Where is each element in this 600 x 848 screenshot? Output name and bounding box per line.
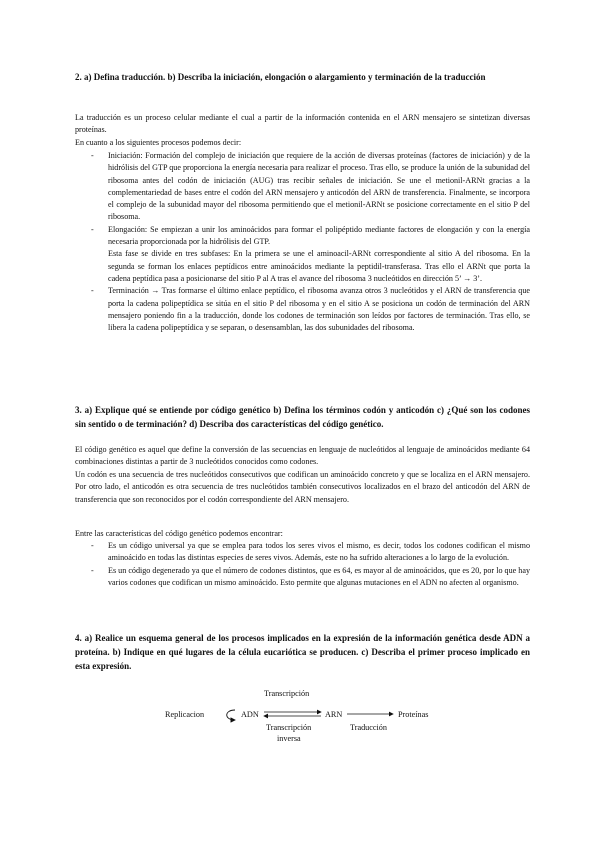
label-proteinas: Proteínas — [398, 710, 429, 719]
q4-heading: 4. a) Realice un esquema general de los procesos implicados en la expresión de la información genética desde ADN a proteína. b) Indique en qué lugares de la célula eucariótica se producen. c) Describa el primer proceso implicado en esta expresión. — [75, 633, 530, 671]
list-item — [75, 285, 530, 334]
list-item — [75, 540, 530, 565]
q3-paragraph-2: Un codón es una secuencia de tres nucleótidos consecutivos que codifican un aminoácido concreto y que se localiza en el ARN mensajero. Por otro lado, el anticodón es otra secuencia de tres nucleótidos también consecutivos localizados en el brazo del anticodón del ARN de transferencia que son reconocidos por el codón correspondiente del ARN mensajero. — [75, 470, 530, 504]
q2-intro: La traducción es un proceso celular mediante el cual a partir de la información contenida en el ARN mensajero se sintetizan diversas proteínas. — [75, 113, 530, 135]
q2-process-list — [75, 150, 530, 334]
list-item — [75, 150, 530, 224]
bullet-dash: - — [91, 151, 94, 160]
q2-lead: En cuanto a los siguientes procesos podemos decir: — [75, 138, 242, 147]
replication-loop-arrow — [227, 710, 235, 720]
elongacion-subfases-text: Esta fase se divide en tres subfases: En la primera se une el aminoacil-ARNt correspondiente al sitio A del ribosoma. En la segunda se forman los enlaces peptídicos entre aminoácidos mediante la peptidil-transferasa. Tras ello el ARNt que porta la cadena peptídica pasa a posicionarse del sitio P al A tras el avance del ribosoma 3 nucleótidos en dirección 5’ → 3’. — [108, 249, 530, 283]
terminacion-text: Terminación → Tras formarse el último enlace peptídico, el ribosoma avanza otros 3 nucleótidos y el ARN de transferencia que porta la cadena polipeptídica se sitúa en el sitio P del ribosoma y en el sitio A se posiciona un codón de terminación del ARN mensajero poniendo fin a la traducción, donde los codones de terminación son leídos por factores de terminación. Tras ello, se libera la cadena polipeptídica y se separan, o desensamblan, las dos subunidades del ribosoma. — [108, 286, 530, 333]
label-traduccion: Traducción — [350, 723, 387, 732]
q2-heading: 2. a) Defina traducción. b) Describa la iniciación, elongación o alargamiento y terminación de la traducción — [75, 72, 486, 82]
elongacion-text: Elongación: Se empiezan a unir los aminoácidos para formar el polipéptido mediante factores de elongación y con la energía necesaria proporcionada por la hidrólisis del GTP. — [108, 224, 530, 247]
q3-lead: Entre las características del código genético podemos encontrar: — [75, 529, 283, 538]
list-item — [75, 565, 530, 590]
label-transcripcion: Transcripción — [264, 689, 310, 698]
label-transcripcion-inversa-1: Transcripción — [266, 723, 312, 732]
label-adn: ADN — [241, 710, 259, 719]
q3-paragraph-1: El código genético es aquel que define la conversión de las secuencias en lenguaje de nucleótidos al lenguaje de aminoácidos mediante 64 combinaciones distintas a partir de 3 nucleótidos conocidos como codones. — [75, 445, 530, 467]
bullet-dash: - — [91, 565, 94, 575]
label-transcripcion-inversa-2: inversa — [277, 734, 301, 743]
bullet-dash: - — [91, 224, 94, 234]
list-item — [75, 224, 530, 285]
degenerado-text: Es un código degenerado ya que el número de codones distintos, que es 64, es mayor al de aminoácidos, que es 20, por lo que hay varios codones que codifican un mismo aminoácido. Esto permite que algunas mutaciones en el ADN no afecten al organismo. — [108, 565, 530, 587]
iniciacion-text: Iniciación: Formación del complejo de iniciación que requiere de la acción de diversas proteínas (factores de iniciación) y de la hidrólisis del GTP que proporciona la energía necesaria para realizar el proceso. Tras ello, se produce la unión de la subunidad del ribosoma antes del codón de iniciación (AUG) tras recibir señales de iniciación. Se une el metionil-ARNt gracias a la complementariedad de bases entre el codón del ARN mensajero y anticodón del ARN de transferencia. Finalmente, se incorpora el complejo de la subunidad mayor del ribosoma permitiendo que el metionil-ARNt se posicione correctamente en el sitio P del ribosoma. — [108, 151, 530, 222]
q3-characteristics-list — [75, 540, 530, 589]
q3-heading: 3. a) Explique qué se entiende por código genético b) Defina los términos codón y anticodón c) ¿Qué son los codones sin sentido o de terminación? d) Describa dos características del código genético. — [75, 405, 530, 429]
gene-expression-diagram — [160, 686, 460, 746]
bullet-dash: - — [91, 541, 94, 550]
label-arn: ARN — [325, 710, 343, 719]
label-replicacion: Replicacion — [165, 710, 205, 719]
bullet-dash: - — [91, 286, 94, 296]
universal-text: Es un código universal ya que se emplea para todos los seres vivos el mismo, es decir, todos los codones codifican el mismo aminoácido en todas las distintas especies de seres vivos. Además, este no ha sufrido alteraciones a lo largo de la evolución. — [108, 541, 530, 563]
